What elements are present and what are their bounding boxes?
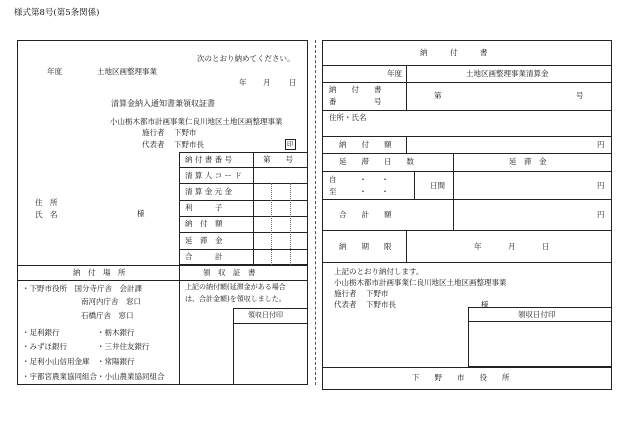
slip-days-label: 日間 [430,181,445,190]
official-seal-icon: 印 [287,140,294,148]
slip-deadline-year: 年 [474,242,482,251]
date-separator-icon: ・ [381,175,389,184]
place-ashikaga-oyama-shinkin: ・足利小山信用金庫 [22,357,90,366]
representative-name: 下野市長 [174,140,204,149]
receipt-text-2: は、合計金額)を領収しました。 [185,295,286,303]
slip-amount-label: 納 付 額 [339,140,392,149]
project-name: 土地区画整理事業 [97,67,157,76]
issuer-organization: 小山栃木都市計画事業仁良川地区土地区画整理事業 [110,117,283,126]
receipt-stamp-box [233,308,308,385]
slip-representative-label: 代表者 [334,300,357,309]
table-row-late-fee: 延 滞 金 [185,236,223,245]
slip-amount-yen: 円 [597,140,605,149]
fiscal-year: 年度 [47,67,62,76]
slip-overdue-days-label: 延 滞 日 数 [339,157,414,166]
place-joyo-bank: ・常陽銀行 [97,357,135,366]
table-row-interest: 利 子 [185,203,223,212]
slip-receipt-text: 上記のとおり納付します。 [334,267,424,276]
receipt-header: 領 収 証 書 [203,268,256,277]
name-label: 氏 名 [35,210,58,219]
place-city-hall: ・下野市役所 国分寺庁舎 会計課 [22,284,142,293]
table-row-principal: 清 算 金 元 金 [185,187,233,196]
slip-project-name: 土地区画整理事業清算金 [466,69,549,78]
address-label: 住 所 [35,198,58,207]
form-number: 様式第8号(第5条関係) [14,8,100,18]
slip-deadline-month: 月 [508,242,516,251]
slip-executor-name: 下野市 [366,289,389,298]
document-title: 清算金納入通知書兼領収証書 [111,99,215,108]
executor-name: 下野市 [174,128,197,137]
place-tochigi-bank: ・栃木銀行 [97,328,135,337]
slip-overdue-fee-label: 延 滞 金 [509,157,547,166]
notice-text: 次のとおり納めてください。 [197,54,295,63]
slip-representative-name: 下野市長 [366,300,396,309]
place-ishibashi: 石橋庁舎 窓口 [81,311,134,320]
slip-late-fee-yen: 円 [597,181,605,190]
executor-label: 施行者 [142,128,165,137]
representative-label: 代表者 [142,140,165,149]
slip-fiscal-year: 年度 [387,69,402,78]
issue-date-month: 月 [263,78,271,87]
slip-issuer-organization: 小山栃木都市計画事業仁良川地区土地区画整理事業 [334,278,507,287]
slip-payment-no-prefix: 第 [434,91,442,100]
payment-number-label: 納 付 書 番 号 [185,155,233,164]
payment-number-unit: 第 号 [263,155,293,164]
slip-total-yen: 円 [597,210,605,219]
table-row-total: 合 計 [185,252,223,261]
perforation-line [315,40,316,385]
date-separator-icon: ・ [359,175,367,184]
slip-payment-no-label-2: 番 号 [329,97,382,106]
issue-date-day: 日 [289,78,297,87]
receipt-text-1: 上記の納付額(延滞金がある場合 [185,283,286,291]
slip-payment-no-suffix: 号 [576,91,584,100]
slip-deadline-label: 納 期 限 [339,242,392,251]
slip-stamp-label: 領収日付印 [518,310,556,319]
slip-total-label: 合 計 額 [339,210,392,219]
issue-date-year: 年 [239,78,247,87]
taxpayer-code-label: 清 算 人 コ ー ド [185,171,242,180]
slip-from-label: 自 [329,175,337,184]
date-separator-icon: ・ [381,187,389,196]
slip-title: 納 付 書 [420,48,488,57]
slip-address-name: 住所・氏名 [329,113,367,122]
slip-payment-no-label-1: 納 付 書 [329,85,382,94]
place-smbc: ・三井住友銀行 [97,342,150,351]
slip-to-label: 至 [329,187,337,196]
slip-deadline-day: 日 [542,242,550,251]
place-mizuho-bank: ・みずほ銀行 [22,342,67,351]
slip-honorific: 様 [481,300,489,309]
place-minamikawachi: 南河内庁舎 窓口 [81,297,141,306]
table-row-payment: 納 付 額 [185,219,223,228]
place-ashikaga-bank: ・足利銀行 [22,328,60,337]
receipt-stamp-label: 領収日付印 [248,311,283,319]
date-separator-icon: ・ [359,187,367,196]
slip-footer-office: 下 野 市 役 所 [412,373,510,382]
slip-executor-label: 施行者 [334,289,357,298]
places-header: 納 付 場 所 [73,268,126,277]
honorific: 様 [137,209,145,218]
place-agri-coop: ・宇都宮農業協同組合・小山農業協同組合 [22,372,165,381]
